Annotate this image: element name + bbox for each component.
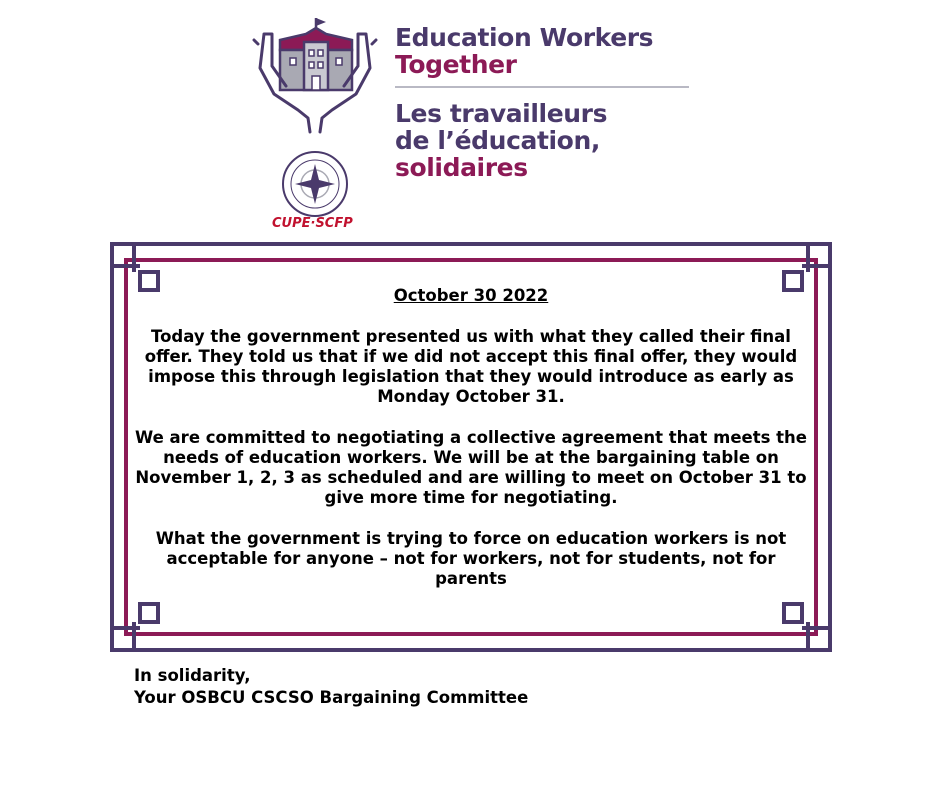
brand-english: [395, 24, 689, 78]
seal-icon: [283, 152, 347, 216]
cupe-logo: CUPE·SCFP: [272, 216, 353, 231]
notice-paragraph-2: We are committed to negotiating a collective agreement that meets the needs of education workers. We will be at the bargaining table on November 1, 2, 3 as scheduled and are willing to meet on October 31 to give more time for negotiating.: [135, 428, 807, 507]
brand-fr-line3: solidaires: [395, 153, 528, 182]
hands-school-icon: [250, 14, 380, 236]
brand-en-line1: Education Workers: [395, 23, 654, 52]
notice-date: October 30 2022: [393, 286, 549, 305]
brand-french: [395, 100, 689, 181]
notice-body: [128, 286, 814, 610]
notice-paragraph-1: Today the government presented us with what they called their final offer. They told us that if we did not accept this final offer, they would impose this through legislation that they would introduce as early as Monday October 31.: [144, 327, 798, 406]
notice-paragraph-3: What the government is trying to force on education workers is not acceptable for anyone – not for workers, not for students, not for parents: [155, 529, 787, 588]
brand-wordmark: [395, 24, 689, 181]
brand-fr-line1: Les travailleurs: [395, 99, 608, 128]
brand-fr-line2: de l’éducation,: [395, 126, 600, 155]
brand-divider: [395, 86, 689, 88]
signoff-line2: Your OSBCU CSCSO Bargaining Committee: [134, 688, 529, 707]
signoff: [134, 665, 528, 709]
signoff-line1: In solidarity,: [134, 666, 251, 685]
education-workers-logo: [250, 14, 380, 236]
brand-en-line2: Together: [395, 50, 517, 79]
